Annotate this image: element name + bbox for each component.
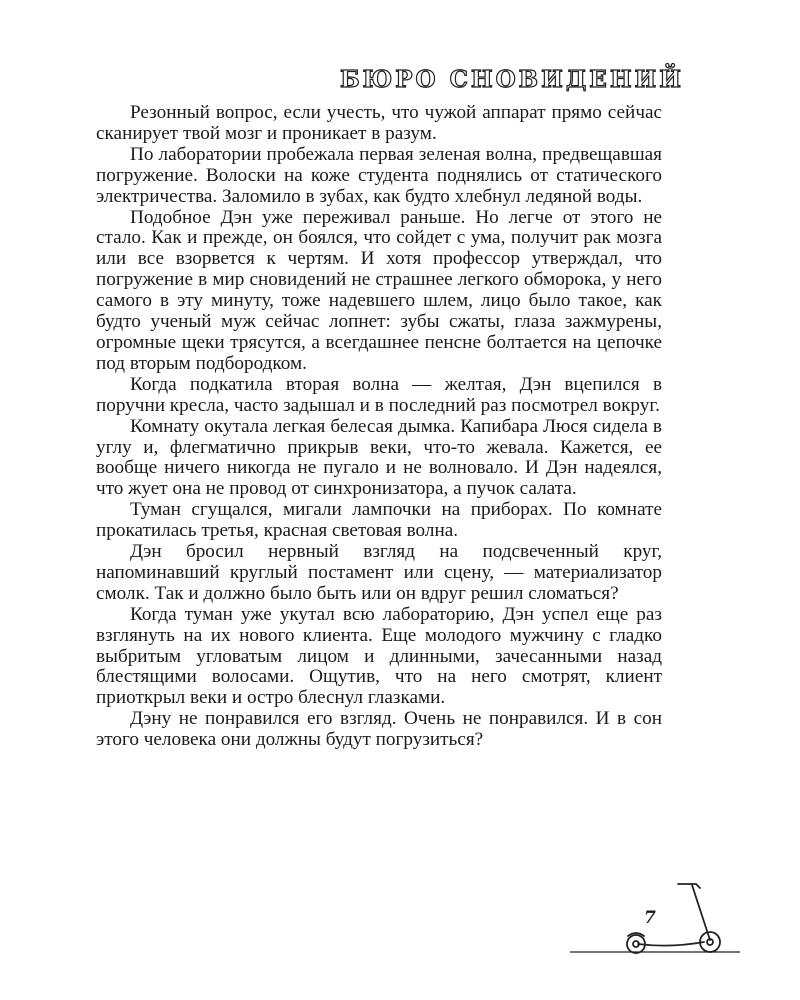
body-text: [96, 103, 662, 751]
paragraph-3: Подобное Дэн уже переживал раньше. Но легче от этого не стало. Как и прежде, он боялся, что сойдет с ума, получит рак мозга или все взорвется к чертям. И хотя профессор утверждал, что погружение в мир сновидений не страшнее легкого обморока, у него самого в эту минуту, тоже надевшего шлем, лицо было такое, как будто ученый муж сейчас лопнет: зубы сжаты, глаза зажмурены, огромные щеки трясутся, а всегдашнее пенсне болтается на цепочке под вторым подбородком.: [96, 206, 662, 374]
paragraph-1: Резонный вопрос, если учесть, что чужой аппарат прямо сейчас сканирует твой мозг и проникает в разум.: [96, 102, 662, 144]
paragraph-7: Дэн бросил нервный взгляд на подсвеченный круг, напоминавший круглый постамент или сцену, — материализатор смолк. Так и должно было быть или он вдруг решил сломаться?: [96, 541, 662, 604]
paragraph-9: Дэну не понравился его взгляд. Очень не понравился. И в сон этого человека они должны будут погрузиться?: [96, 708, 662, 751]
scooter-icon: [570, 870, 740, 970]
paragraph-4: Когда подкатила вторая волна — желтая, Дэн вцепился в поручни кресла, часто задышал и в последний раз посмотрел вокруг.: [96, 373, 662, 416]
running-header: БЮРО СНОВИДЕНИЙ: [340, 66, 685, 93]
paragraph-8: Когда туман уже укутал всю лабораторию, Дэн успел еще раз взглянуть на их нового клиента. Еще молодого мужчину с гладко выбритым угловатым лицом и длинными, зачесанными назад блестящими волосами. Ощутив, что на него смотрят, клиент приоткрыл веки и остро блеснул глазками.: [96, 603, 662, 709]
paragraph-6: Туман сгущался, мигали лампочки на приборах. По комнате прокатилась третья, красная световая волна.: [96, 499, 662, 542]
paragraph-5: Комнату окутала легкая белесая дымка. Капибара Люся сидела в углу и, флегматично прикрыв веки, что-то жевала. Кажется, ее вообще ничего никогда не пугало и не волновало. И Дэн надеялся, что жует она не провод от синхронизатора, а пучок салата.: [96, 415, 662, 500]
paragraph-2: По лаборатории пробежала первая зеленая волна, предвещавшая погружение. Волоски на коже студента поднялись от статического электричества. Заломило в зубах, как будто хлебнул ледяной воды.: [96, 143, 662, 207]
page-number: 7: [644, 908, 656, 928]
